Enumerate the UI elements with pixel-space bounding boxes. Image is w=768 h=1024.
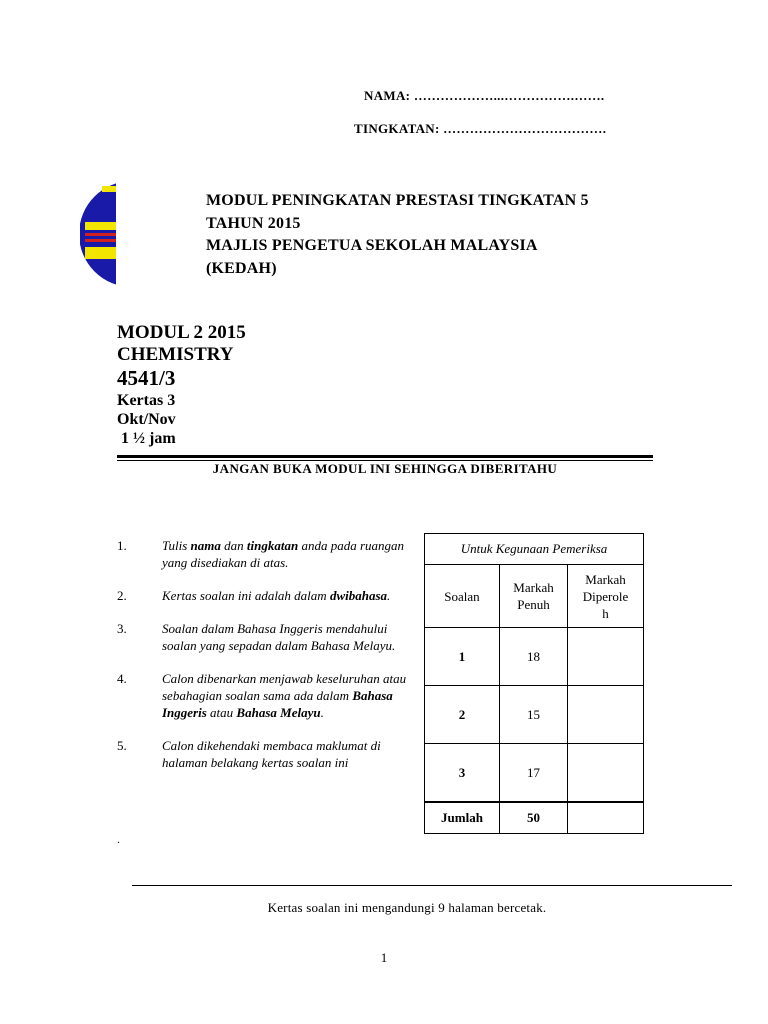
instruction-item: [117, 670, 417, 721]
instruction-text: Calon dikehendaki membaca maklumat di halaman belakang kertas soalan ini: [162, 738, 381, 770]
instruction-number: 3.: [117, 621, 127, 636]
table-row: [425, 744, 644, 803]
instruction-text: Calon dibenarkan menjawab keseluruhan atau sebahagian soalan sama ada dalam Bahasa Inggeris atau Bahasa Melayu.: [162, 671, 407, 720]
tingkatan-field: TINGKATAN: ……………………………….: [354, 121, 607, 136]
cell-diperoleh[interactable]: [568, 744, 644, 803]
page-number: 1: [380, 950, 388, 965]
instruction-number: 4.: [117, 671, 127, 686]
school-council-logo-icon: [80, 178, 180, 288]
total-row: [425, 802, 644, 834]
instruction-text: Soalan dalam Bahasa Inggeris mendahului soalan yang sepadan dalam Bahasa Melayu.: [162, 621, 396, 653]
instruction-number: 2.: [117, 588, 127, 603]
subject-code: 4541/3: [117, 366, 176, 390]
cell-penuh: 15: [500, 686, 568, 744]
exam-duration: 1 ½ jam: [117, 430, 176, 447]
table-row: [425, 686, 644, 744]
examiner-table: [424, 533, 644, 834]
org-line-2: TAHUN 2015: [206, 214, 301, 232]
total-diperoleh[interactable]: [568, 802, 644, 834]
trailing-dot: .: [117, 832, 120, 846]
instructions-list: [117, 537, 417, 787]
instruction-number: 5.: [117, 738, 127, 753]
subject-block: [117, 322, 246, 448]
examiner-table-title: Untuk Kegunaan Pemeriksa: [425, 534, 644, 565]
instruction-item: [117, 587, 417, 604]
divider-thick: [117, 455, 653, 458]
page-count-note: Kertas soalan ini mengandungi 9 halaman bercetak.: [267, 900, 547, 915]
org-line-3: MAJLIS PENGETUA SEKOLAH MALAYSIA: [206, 237, 538, 254]
cell-soalan: 1: [425, 628, 500, 686]
instruction-number: 1.: [117, 538, 127, 553]
cell-soalan: 2: [425, 686, 500, 744]
modul-label: MODUL 2 2015: [117, 322, 246, 343]
instruction-text: Kertas soalan ini adalah dalam dwibahasa.: [162, 588, 391, 603]
org-line-4: (KEDAH): [206, 259, 277, 277]
cell-soalan: 3: [425, 744, 500, 803]
col-header-markah-penuh: Markah Penuh: [500, 565, 568, 628]
instruction-text: Tulis nama dan tingkatan anda pada ruangan yang disediakan di atas.: [162, 538, 404, 570]
org-line-1: MODUL PENINGKATAN PRESTASI TINGKATAN 5: [206, 192, 589, 209]
table-row: [425, 628, 644, 686]
instruction-item: [117, 737, 417, 771]
total-label: Jumlah: [425, 802, 500, 834]
instruction-item: [117, 537, 417, 571]
paper-number: Kertas 3: [117, 392, 176, 409]
warning-text: JANGAN BUKA MODUL INI SEHINGGA DIBERITAHU: [212, 461, 558, 476]
col-header-soalan: Soalan: [425, 565, 500, 628]
instruction-item: [117, 620, 417, 654]
footer-divider: [132, 885, 732, 886]
cell-diperoleh[interactable]: [568, 628, 644, 686]
organization-title: [206, 190, 589, 280]
cell-diperoleh[interactable]: [568, 686, 644, 744]
cell-penuh: 17: [500, 744, 568, 803]
cell-penuh: 18: [500, 628, 568, 686]
total-value: 50: [500, 802, 568, 834]
col-header-markah-diperoleh: Markah Diperole h: [568, 565, 644, 628]
exam-session: Okt/Nov: [117, 411, 176, 428]
subject-name: CHEMISTRY: [117, 344, 234, 365]
nama-field: NAMA: ………………...…………….…….: [364, 88, 605, 103]
